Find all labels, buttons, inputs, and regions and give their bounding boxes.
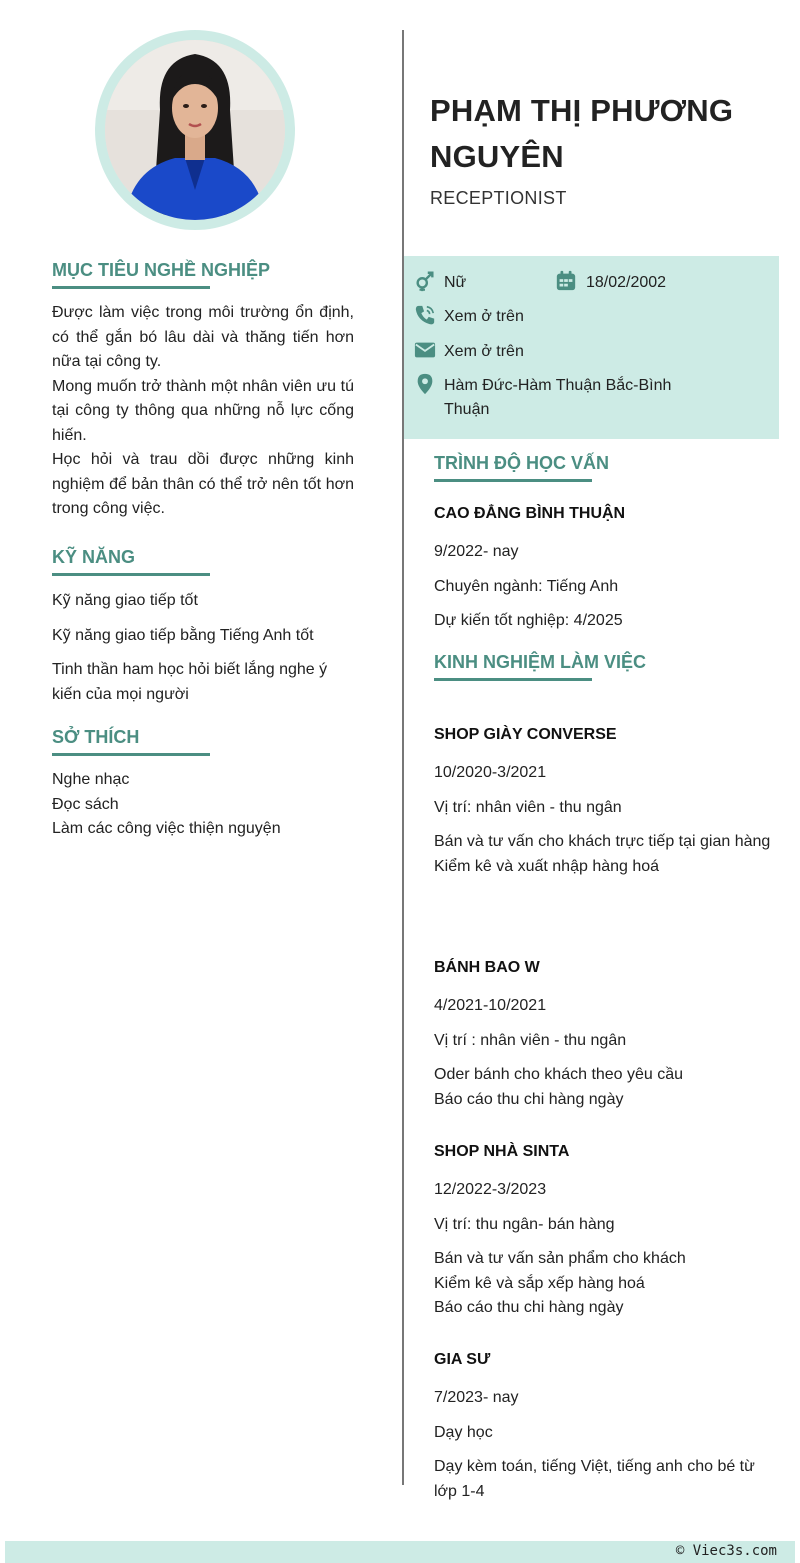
section-title: TRÌNH ĐỘ HỌC VẤN xyxy=(434,453,609,473)
section-underline xyxy=(52,753,210,756)
footer-bar xyxy=(5,1541,795,1563)
education-graduation: Dự kiến tốt nghiệp: 4/2025 xyxy=(434,612,623,629)
gender-icon xyxy=(414,270,436,292)
candidate-name xyxy=(430,88,770,180)
job-period: 7/2023- nay xyxy=(434,1389,519,1406)
email-value: Xem ở trên xyxy=(444,343,524,360)
job-duty: Dạy kèm toán, tiếng Việt, tiếng anh cho bé từ lớp 1-4 xyxy=(434,1458,755,1500)
skill-item: Kỹ năng giao tiếp tốt xyxy=(52,592,198,609)
skill-item: Kỹ năng giao tiếp bằng Tiếng Anh tốt xyxy=(52,626,314,644)
section-title: SỞ THÍCH xyxy=(52,727,140,747)
job-duty: Bán và tư vấn cho khách trực tiếp tại gian hàng xyxy=(434,833,771,850)
hobbies-list xyxy=(52,768,354,842)
skill-item: Tinh thần ham học hỏi biết lắng nghe ý kiến của mọi người xyxy=(52,661,328,703)
job-position: Vị trí: thu ngân- bán hàng xyxy=(434,1215,615,1233)
section-title: KỸ NĂNG xyxy=(52,547,136,567)
education-section xyxy=(434,451,774,482)
gender-value: Nữ xyxy=(444,274,467,291)
name-line: NGUYÊN xyxy=(430,139,564,174)
school-name: CAO ĐẲNG BÌNH THUẬN xyxy=(434,505,626,522)
education-body xyxy=(434,503,774,634)
address-value: Hàm Đức-Hàm Thuận Bắc-Bình Thuận xyxy=(444,377,672,418)
experience-section xyxy=(434,650,774,681)
job-company: GIA SƯ xyxy=(434,1351,491,1368)
objective-paragraph: Mong muốn trở thành một nhân viên ưu tú tại công ty thông qua những nỗ lực cống hiến. xyxy=(52,377,354,444)
name-line: PHẠM THỊ PHƯƠNG xyxy=(430,93,734,128)
calendar-icon xyxy=(555,270,577,292)
job-entry xyxy=(434,1141,774,1321)
job-position: Dạy học xyxy=(434,1423,493,1441)
portrait-illustration xyxy=(105,40,285,220)
skills-list xyxy=(52,589,354,707)
hobbies-section xyxy=(52,725,354,756)
job-duty: Báo cáo thu chi hàng ngày xyxy=(434,1299,624,1316)
job-period: 12/2022-3/2023 xyxy=(434,1181,547,1198)
job-duty: Oder bánh cho khách theo yêu cầu xyxy=(434,1066,684,1083)
education-period: 9/2022- nay xyxy=(434,543,519,560)
location-icon xyxy=(414,373,436,395)
objective-paragraph: Được làm việc trong môi trường ổn định, có thể gắn bó lâu dài và thăng tiến hơn nữa tại công ty. xyxy=(52,304,354,370)
objective-section xyxy=(52,258,354,289)
contact-panel xyxy=(404,256,779,439)
column-divider xyxy=(402,30,404,1485)
section-underline xyxy=(52,286,210,289)
section-underline xyxy=(434,479,592,482)
job-duty: Kiểm kê và xuất nhập hàng hoá xyxy=(434,857,660,875)
job-duty: Kiểm kê và sắp xếp hàng hoá xyxy=(434,1274,645,1292)
job-entry xyxy=(434,957,774,1112)
hobby-item: Đọc sách xyxy=(52,795,119,813)
job-duty: Bán và tư vấn sản phẩm cho khách xyxy=(434,1250,686,1267)
education-major: Chuyên ngành: Tiếng Anh xyxy=(434,577,619,595)
phone-value: Xem ở trên xyxy=(444,308,524,325)
section-title: MỤC TIÊU NGHỀ NGHIỆP xyxy=(52,260,271,280)
job-position: Vị trí : nhân viên - thu ngân xyxy=(434,1031,627,1049)
job-entry xyxy=(434,724,774,879)
job-company: BÁNH BAO W xyxy=(434,959,540,976)
section-underline xyxy=(434,678,592,681)
footer-credit: © Viec3s.com xyxy=(675,1543,777,1559)
skills-section xyxy=(52,545,354,576)
job-entry xyxy=(434,1349,774,1504)
section-title: KINH NGHIỆM LÀM VIỆC xyxy=(434,652,647,672)
avatar xyxy=(105,40,285,220)
job-period: 10/2020-3/2021 xyxy=(434,764,547,781)
job-position: Vị trí: nhân viên - thu ngân xyxy=(434,798,622,816)
job-duty: Báo cáo thu chi hàng ngày xyxy=(434,1090,624,1108)
phone-icon xyxy=(414,304,436,326)
job-period: 4/2021-10/2021 xyxy=(434,997,547,1014)
dob-value: 18/02/2002 xyxy=(586,274,667,291)
section-underline xyxy=(52,573,210,576)
email-icon xyxy=(414,339,436,361)
job-company: SHOP NHÀ SINTA xyxy=(434,1143,570,1160)
hobby-item: Nghe nhạc xyxy=(52,771,130,788)
job-role: RECEPTIONIST xyxy=(430,188,567,208)
objective-body xyxy=(52,301,354,522)
objective-paragraph: Học hỏi và trau dồi được những kinh nghiệm để bản thân có thể trở nên tốt hơn trong công việc. xyxy=(52,451,354,517)
job-company: SHOP GIÀY CONVERSE xyxy=(434,726,617,743)
hobby-item: Làm các công việc thiện nguyện xyxy=(52,820,281,837)
